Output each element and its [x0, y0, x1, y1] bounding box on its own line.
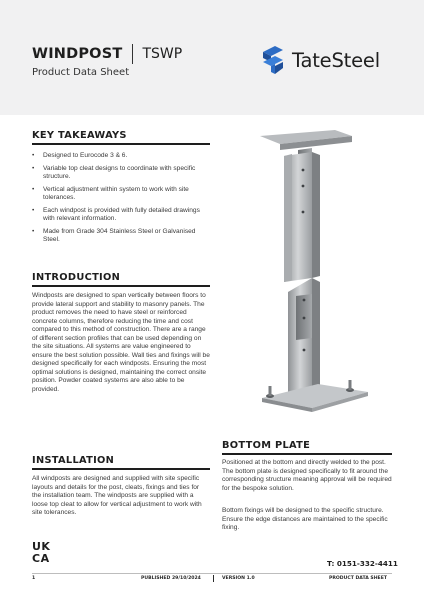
key-takeaways-heading: KEY TAKEAWAYS	[32, 130, 127, 141]
list-item: • Variable top cleat designs to coordinate with specific structure.	[32, 165, 210, 182]
introduction-rule	[32, 285, 210, 287]
list-item: • Vertical adjustment within system to work with site tolerances.	[32, 186, 210, 203]
installation-rule	[32, 468, 210, 470]
contact-phone: T: 0151-332-4411	[327, 559, 398, 568]
published-date: PUBLISHED 29/10/2024	[141, 576, 201, 581]
tatesteel-logo-icon	[260, 45, 286, 75]
list-item: • Made from Grade 304 Stainless Steel or Galvanised Steel.	[32, 228, 210, 245]
installation-heading: INSTALLATION	[32, 455, 115, 466]
document-type-label: PRODUCT DATA SHEET	[329, 576, 387, 581]
page-number: 1	[32, 576, 36, 581]
title-divider	[132, 44, 133, 64]
key-takeaways-rule	[32, 143, 210, 145]
introduction-body: Windposts are designed to span vertically between floors to provide lateral support and stability to masonry panels. The product removes the need to have steel or reinforced concrete columns, therefore reducing the time and cost compared to this method of construction. There are a range of different section profiles that can be used depending on the site situations. All systems are value engineered to ensure the best solution possible. Wall ties and fixings will be designed specifically for each windposts. Ensuring the most optimal solutions is designed, maintaining the correct onsite position. Powder coated systems are also able to be provided.	[32, 292, 210, 393]
brand-name: TateSteel	[292, 48, 380, 72]
ukca-mark-line-1: UK	[32, 540, 51, 553]
bottom-plate-rule	[222, 453, 392, 455]
footer-divider	[213, 575, 214, 582]
document-subtitle: Product Data Sheet	[32, 67, 130, 78]
introduction-heading: INTRODUCTION	[32, 272, 121, 283]
installation-body: All windposts are designed and supplied with site specific layouts and details for the post, cleats, fixings and ties for the installation team. The windposts are supplied with a loose top cleat to allow for vertical adjustment to work with site tolerances.	[32, 475, 202, 516]
ukca-mark	[32, 541, 56, 564]
product-code: TSWP	[142, 46, 183, 62]
bottom-plate-paragraph-2: Bottom fixings will be designed to the specific structure. Ensure the edge distances are maintained to the specific fixing.	[222, 507, 388, 531]
document-title	[32, 44, 182, 64]
footer-rule	[32, 573, 392, 574]
key-takeaways-list	[32, 152, 210, 249]
list-item: • Designed to Eurocode 3 & 6.	[32, 152, 210, 160]
product-name: WINDPOST	[32, 46, 123, 62]
version-label: VERSION 1.0	[222, 576, 255, 581]
list-item: • Each windpost is provided with fully detailed drawings with relevant information.	[32, 207, 210, 224]
ukca-mark-line-2: CA	[32, 551, 50, 565]
bottom-plate-paragraph-1: Positioned at the bottom and directly welded to the post. The bottom plate is designed specifically to fit around the corresponding structure meaning approval will be required for the bespoke solution.	[222, 459, 392, 492]
brand-logo	[260, 45, 380, 75]
windpost-product-image	[240, 128, 375, 428]
bottom-plate-heading: BOTTOM PLATE	[222, 440, 311, 451]
